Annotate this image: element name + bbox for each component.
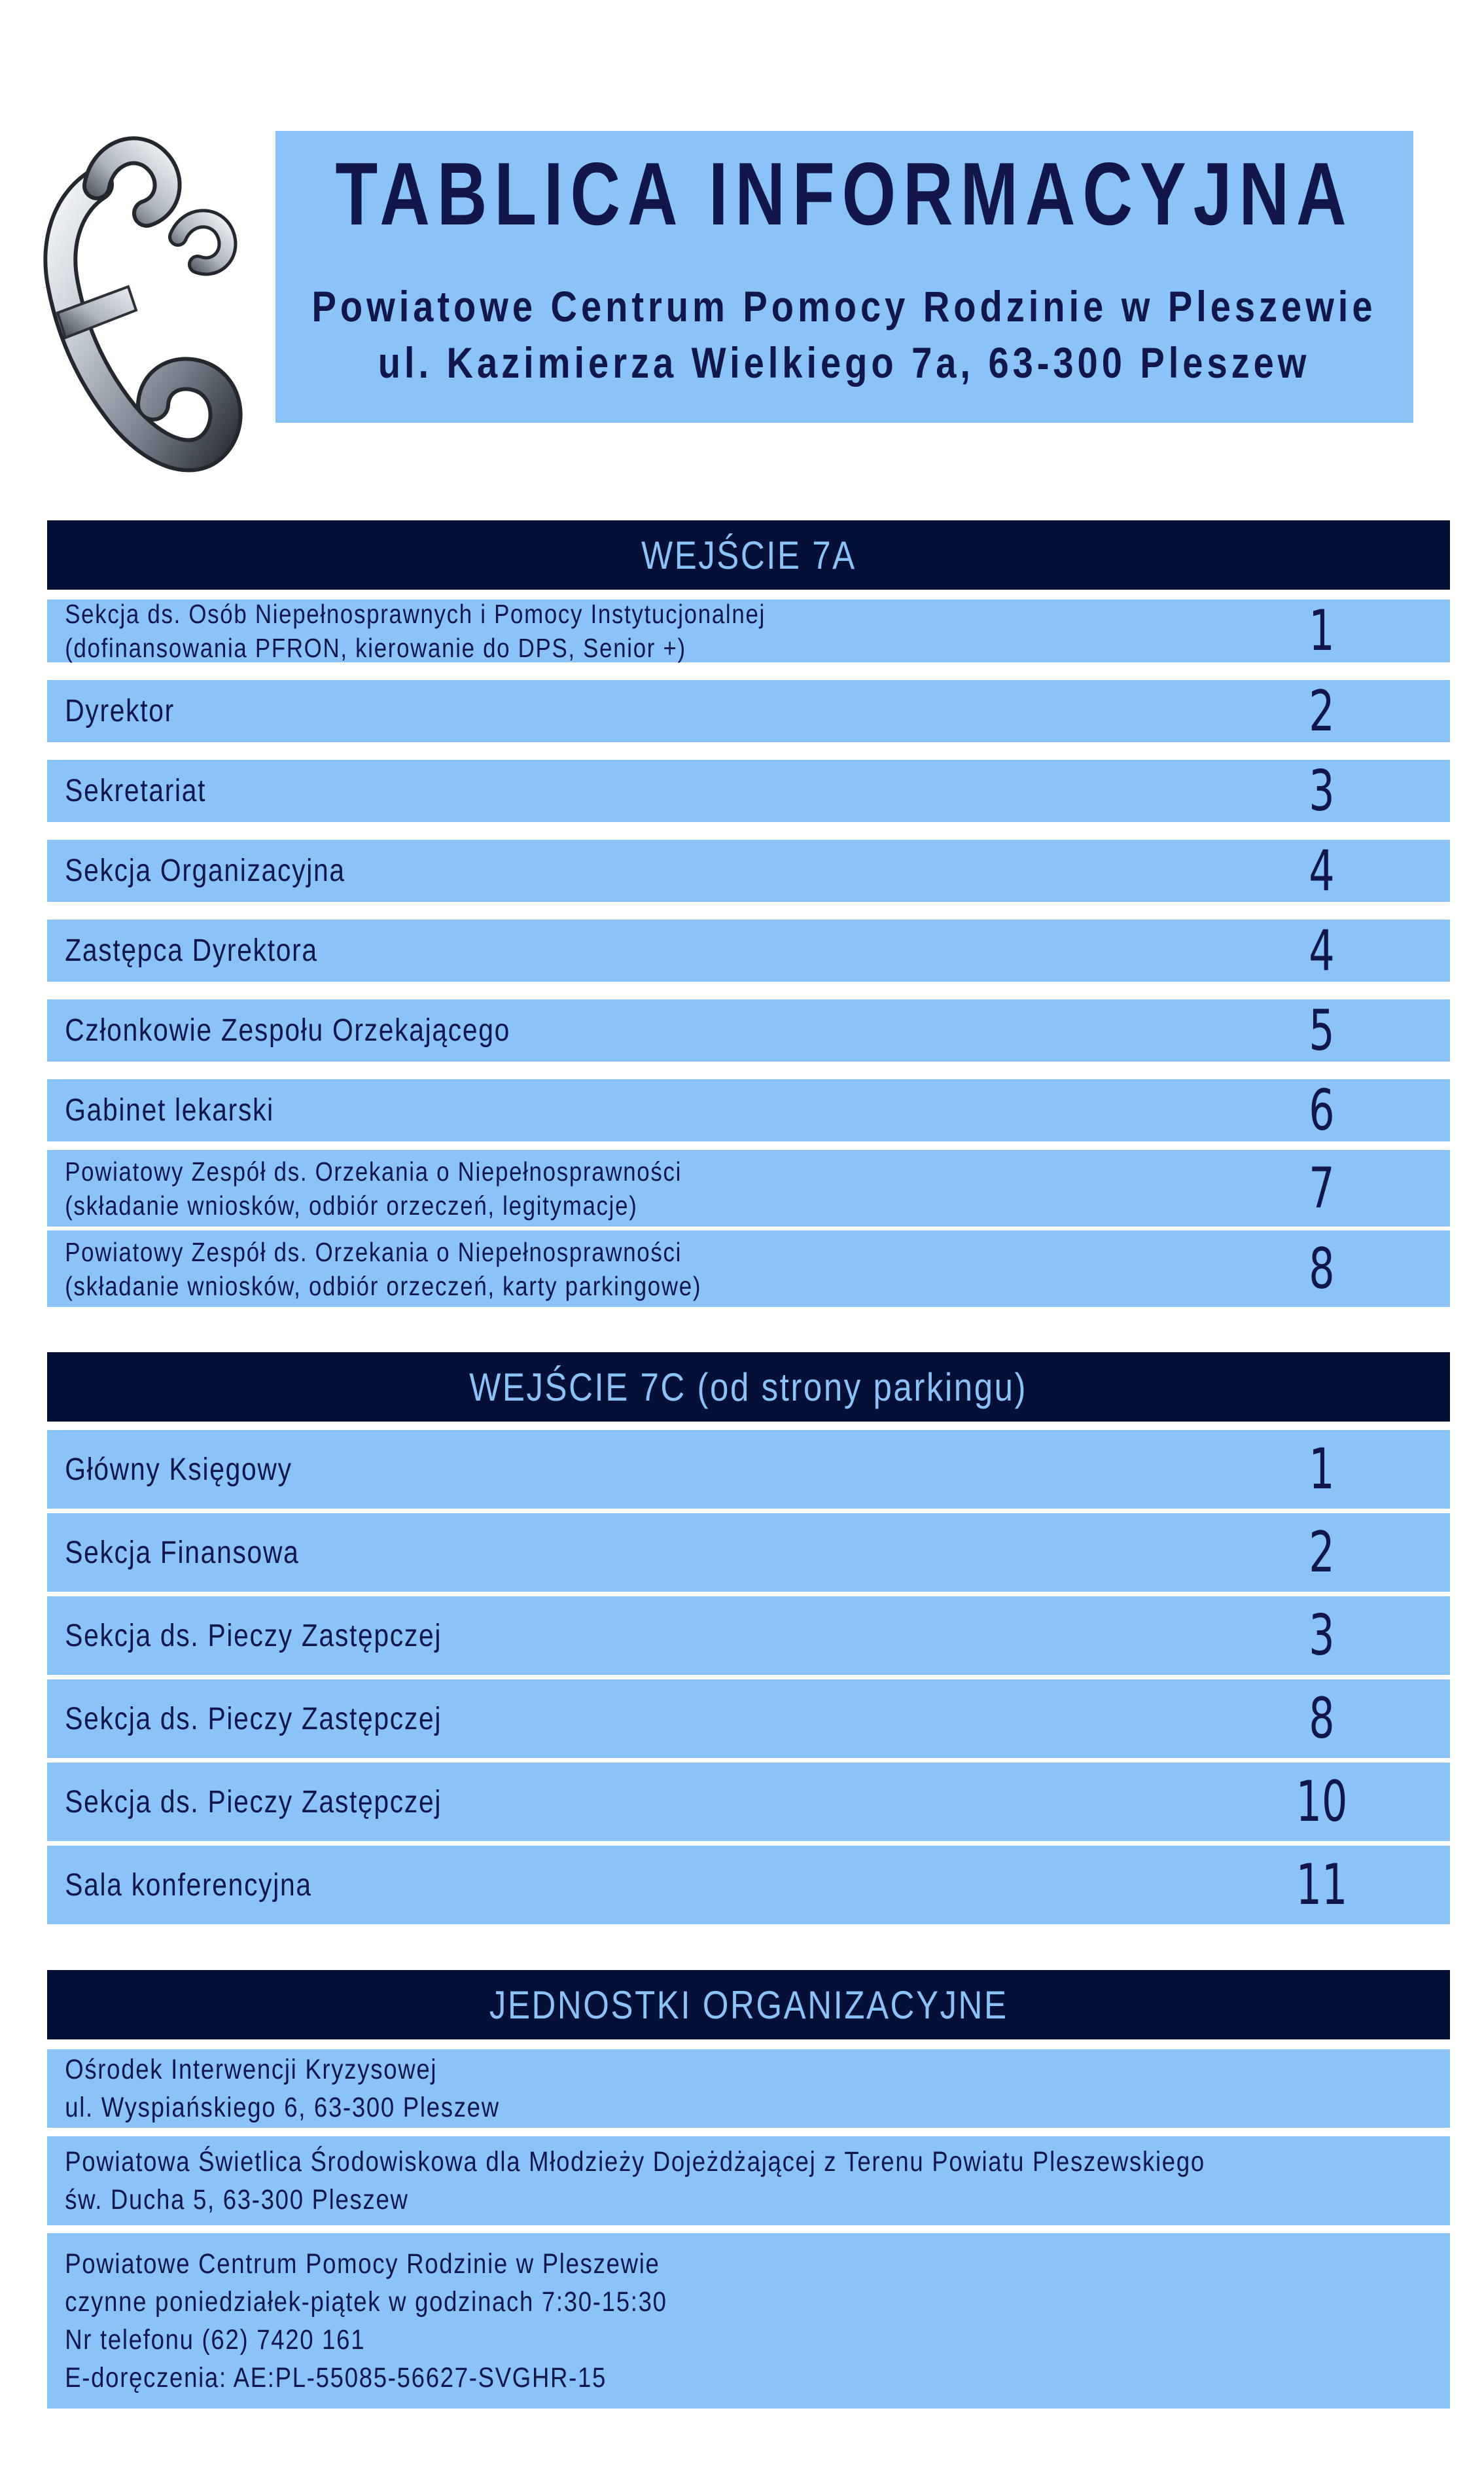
room-label-line1: Sekcja ds. Pieczy Zastępczej [65, 1701, 442, 1736]
room-label-line1: Dyrektor [65, 694, 175, 728]
room-row [47, 1846, 1450, 1924]
room-label-line2: (składanie wniosków, odbiór orzeczeń, karty parkingowe) [65, 1270, 702, 1301]
room-number: 3 [1309, 758, 1335, 824]
org-unit-block [47, 2233, 1450, 2409]
room-number: 2 [1309, 678, 1335, 744]
room-label-line1: Sekcja Finansowa [65, 1535, 300, 1570]
room-number: 4 [1309, 838, 1335, 904]
org-unit-line: św. Ducha 5, 63-300 Pleszew [65, 2184, 409, 2215]
room-label [47, 1701, 442, 1737]
org-unit-line: Powiatowe Centrum Pomocy Rodzinie w Pleszewie [65, 2248, 660, 2280]
room-label [47, 1155, 682, 1223]
pcpr-logo [24, 113, 246, 486]
room-label-line2: (dofinansowania PFRON, kierowanie do DPS, Senior +) [65, 633, 686, 663]
org-unit-line: Powiatowa Świetlica Środowiskowa dla Młodzieży Dojeżdżającej z Terenu Powiatu Pleszewskiego [65, 2146, 1205, 2178]
room-number: 3 [1309, 1603, 1335, 1668]
room-number: 8 [1309, 1236, 1335, 1302]
room-row [47, 1079, 1450, 1141]
room-number: 7 [1309, 1155, 1335, 1221]
room-row [47, 760, 1450, 822]
section-title: JEDNOSTKI ORGANIZACYJNE [489, 1982, 1008, 2027]
room-label-line1: Główny Księgowy [65, 1452, 292, 1487]
org-unit-line: Nr telefonu (62) 7420 161 [65, 2324, 366, 2356]
org-unit-line: Ośrodek Interwencji Kryzysowej [65, 2054, 438, 2085]
section-header-bar [47, 520, 1450, 590]
logo-hook [97, 151, 168, 213]
room-row [47, 1513, 1450, 1592]
org-unit-line: ul. Wyspiańskiego 6, 63-300 Pleszew [65, 2092, 500, 2123]
room-row [47, 1679, 1450, 1758]
room-row [47, 1763, 1450, 1841]
room-label-line1: Powiatowy Zespół ds. Orzekania o Niepełnosprawności [65, 1156, 682, 1187]
room-row [47, 840, 1450, 902]
section-wejscie-7a [47, 520, 1450, 1307]
room-number: 8 [1309, 1686, 1335, 1751]
room-label [47, 1013, 510, 1049]
section-title: WEJŚCIE 7C (od strony parkingu) [469, 1365, 1028, 1409]
board-content [47, 520, 1450, 2409]
org-unit-blocks [47, 2049, 1450, 2409]
section-jednostki-organizacyjne [47, 1970, 1450, 2409]
room-label-line1: Gabinet lekarski [65, 1093, 274, 1128]
room-label-line1: Sekcja ds. Osób Niepełnosprawnych i Pomocy Instytucjonalnej [65, 599, 766, 629]
room-number: 1 [1309, 1437, 1335, 1502]
room-number: 4 [1309, 918, 1335, 984]
organization-address: ul. Kazimierza Wielkiego 7a, 63-300 Pleszew [378, 338, 1311, 387]
org-unit-block [47, 2049, 1450, 2128]
org-unit-line: E-doręczenia: AE:PL-55085-56627-SVGHR-15 [65, 2362, 607, 2393]
board-header [275, 131, 1413, 423]
room-rows [47, 600, 1450, 1307]
room-label [47, 1784, 442, 1820]
room-number: 5 [1309, 997, 1335, 1064]
room-number: 6 [1309, 1077, 1335, 1143]
room-row [47, 600, 1450, 662]
organization-name: Powiatowe Centrum Pomocy Rodzinie w Pleszewie [312, 282, 1377, 331]
room-label-line1: Członkowie Zespołu Orzekającego [65, 1013, 511, 1048]
board-title: TABLICA INFORMACYJNA [335, 144, 1354, 243]
section-header-bar [47, 1970, 1450, 2039]
room-label [47, 1452, 292, 1488]
room-row [47, 1430, 1450, 1509]
room-label-line1: Sala konferencyjna [65, 1867, 312, 1903]
room-number: 11 [1296, 1852, 1348, 1918]
room-number: 10 [1296, 1769, 1348, 1835]
room-label-line1: Sekcja Organizacyjna [65, 853, 345, 888]
room-label [47, 1618, 442, 1654]
room-row [47, 1150, 1450, 1227]
room-label [47, 597, 766, 665]
room-label [47, 1092, 274, 1128]
room-label [47, 1235, 701, 1303]
room-label [47, 693, 175, 729]
room-label [47, 773, 206, 809]
room-label-line1: Powiatowy Zespół ds. Orzekania o Niepełnosprawności [65, 1236, 682, 1267]
room-row [47, 1230, 1450, 1307]
room-label-line2: (składanie wniosków, odbiór orzeczeń, legitymacje) [65, 1190, 638, 1221]
section-header-bar [47, 1352, 1450, 1422]
room-label-line1: Zastępca Dyrektora [65, 933, 318, 968]
room-label [47, 853, 345, 889]
section-title: WEJŚCIE 7A [641, 533, 857, 577]
room-row [47, 920, 1450, 982]
room-row [47, 1596, 1450, 1675]
room-label [47, 933, 318, 969]
room-label-line1: Sekcja ds. Pieczy Zastępczej [65, 1784, 442, 1820]
room-label [47, 1867, 312, 1903]
room-rows [47, 1430, 1450, 1924]
org-unit-block [47, 2136, 1450, 2225]
section-wejscie-7c [47, 1352, 1450, 1924]
room-label-line1: Sekretariat [65, 774, 207, 808]
org-unit-line: czynne poniedziałek-piątek w godzinach 7:30-15:30 [65, 2286, 667, 2318]
room-number: 1 [1309, 598, 1335, 664]
room-row [47, 680, 1450, 742]
room-label [47, 1535, 300, 1571]
room-label-line1: Sekcja ds. Pieczy Zastępczej [65, 1618, 442, 1653]
room-number: 2 [1309, 1520, 1335, 1585]
room-row [47, 999, 1450, 1062]
